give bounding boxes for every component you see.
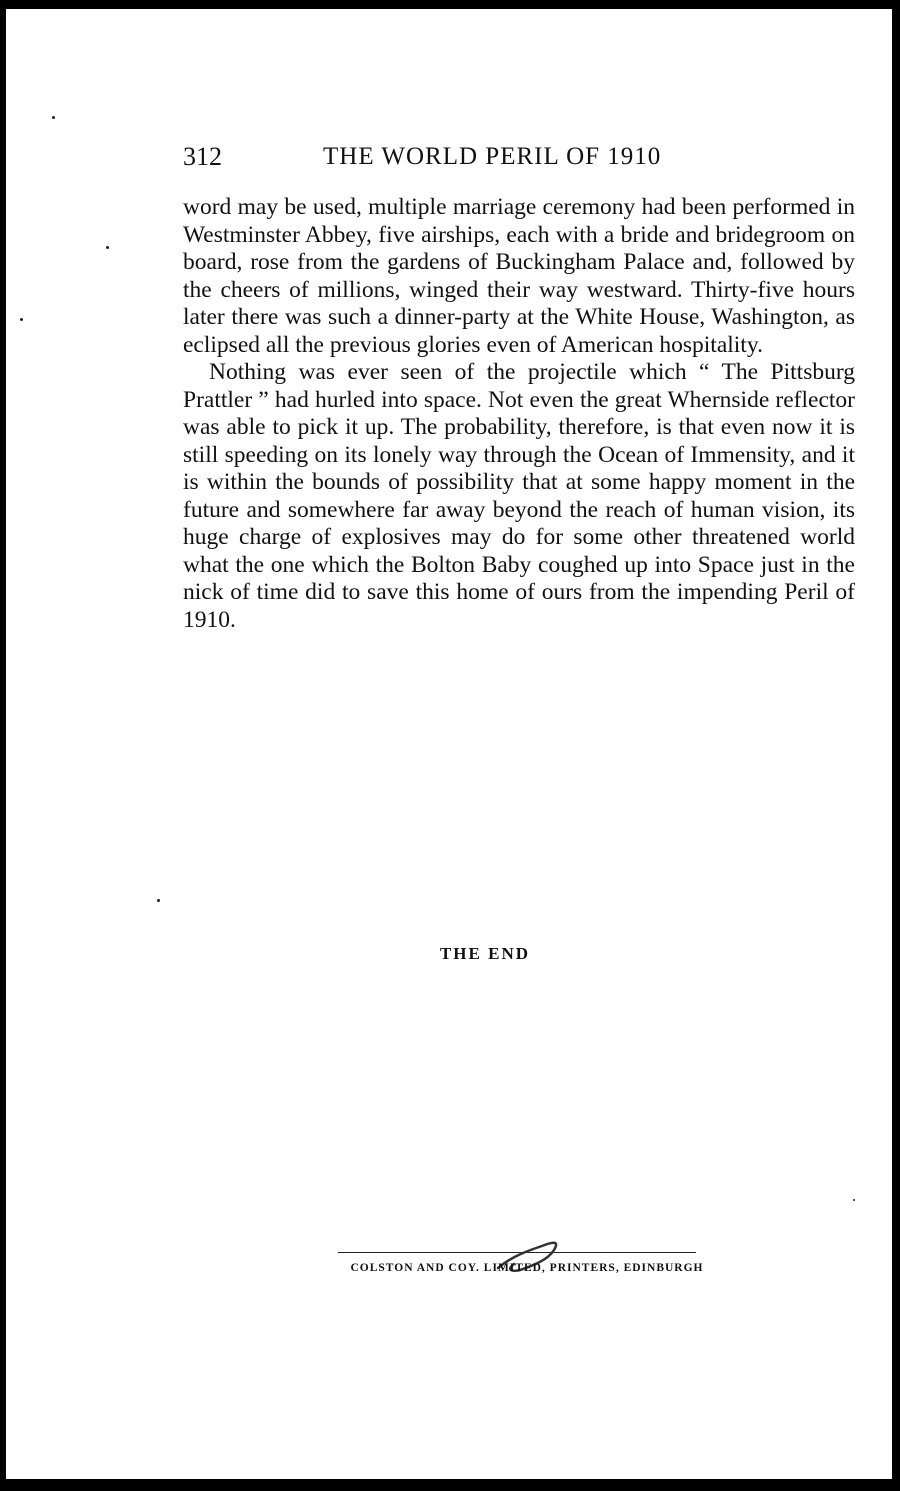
scan-speck: [52, 116, 55, 119]
paragraph: Nothing was ever seen of the projectile which “ The Pittsburg Prattler ” had hurled into space. Not even the great Whernside reflector was able to pick it up. The probability, therefore, is that even now it is still speeding on its lonely way through the Ocean of Immensity, and it is within the bounds of possibility that at some happy moment in the future and somewhere far away beyond the reach of human vision, its huge charge of explosives may do for some other threatened world what the one which the Bolton Baby coughed up into Space just in the nick of time did to save this home of ours from the impending Peril of 1910.: [183, 359, 855, 633]
scan-speck: [106, 246, 109, 249]
the-end-heading: THE END: [439, 944, 531, 963]
scan-speck: [157, 899, 160, 902]
paragraph: word may be used, multiple marriage ceremony had been performed in Westminster Abbey, five airships, each with a bride and bridegroom on board, rose from the gardens of Buckingham Palace and, followed by the cheers of millions, winged their way westward. Thirty-five hours later there was such a dinner-party at the White House, Washington, as eclipsed all the previous glories even of American hospitality.: [183, 194, 855, 358]
book-title: THE WORLD PERIL OF 1910: [323, 143, 662, 170]
page-number: 312: [183, 142, 222, 171]
scan-border-top: [0, 0, 900, 9]
scan-border-right: [892, 0, 900, 1491]
running-head: [183, 140, 855, 174]
scan-speck: [20, 318, 23, 321]
scan-border-left: [0, 0, 6, 1491]
scan-border-bottom: [0, 1479, 900, 1491]
scan-speck: [853, 1199, 855, 1201]
printer-imprint: COLSTON AND COY. LIMITED, PRINTERS, EDINBURGH: [350, 1262, 704, 1274]
body-text: [183, 194, 855, 634]
